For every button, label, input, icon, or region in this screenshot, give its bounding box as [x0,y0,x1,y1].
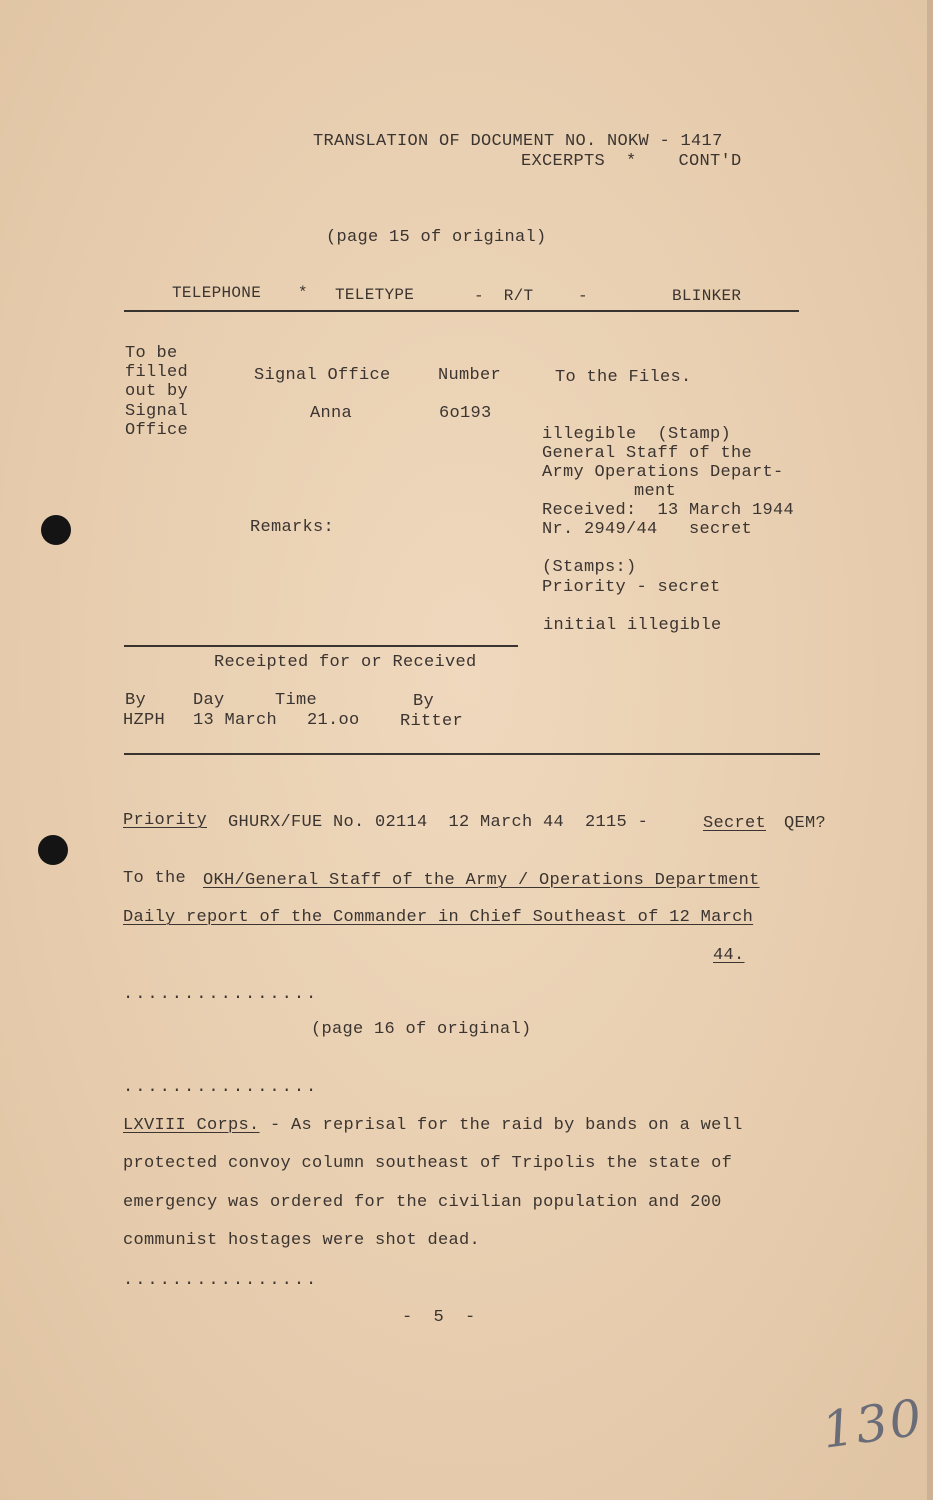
stamp-line-6: Nr. 2949/44 secret [542,520,753,539]
number-value: 6o193 [439,404,492,423]
by2-label: By [413,692,435,711]
channel-rule [124,310,799,312]
priority-label [123,811,207,830]
ellipsis-1: ................ [123,985,319,1004]
page-16-label: (page 16 of original) [311,1020,532,1039]
initial-illegible: initial illegible [543,616,722,635]
priority-text: Priority [123,811,208,830]
secret-label [703,814,766,833]
stamp-line-4: ment [634,482,677,501]
body-line-2: protected convoy column southeast of Tripolis the state of [123,1154,733,1173]
stamps-line-1: (Stamps:) [542,558,637,577]
channel-telephone: TELEPHONE [172,284,262,302]
document-title: TRANSLATION OF DOCUMENT NO. NOKW - 1417 [313,132,723,151]
ellipsis-2: ................ [123,1078,319,1097]
stamp-line-3: Army Operations Depart- [542,463,784,482]
body-line-3: emergency was ordered for the civilian population and 200 [123,1193,722,1212]
to-prefix: To the [123,869,187,888]
fill-out-line-2: filled [125,363,189,382]
time-label: Time [275,691,318,710]
channel-dash: - [578,287,588,305]
handwritten-page-number: 130 [818,1388,927,1460]
receipted-label: Receipted for or Received [214,653,477,672]
day-value: 13 March [193,711,278,730]
day-label: Day [193,691,225,710]
to-the-files: To the Files. [555,368,692,387]
fill-out-line-5: Office [125,421,189,440]
receipt-rule [124,645,518,647]
time-value: 21.oo [307,711,360,730]
channel-teletype: TELETYPE [335,286,415,304]
stamp-line-5: Received: 13 March 1944 [542,501,795,520]
by-label: By [125,691,147,710]
stamp-line-1: illegible (Stamp) [542,425,732,444]
document-subtitle: EXCERPTS * CONT'D [521,152,742,171]
channel-blinker: BLINKER [672,287,742,305]
daily-report-end: 44. [713,946,745,965]
qem-label: QEM? [784,814,827,833]
fill-out-line-3: out by [125,382,189,401]
by2-value: Ritter [400,712,464,731]
channel-star: * [298,284,308,302]
page-15-label: (page 15 of original) [326,228,547,247]
message-reference: GHURX/FUE No. 02114 12 March 44 2115 - [228,813,649,832]
punch-hole-bottom [38,835,68,865]
corps-name: LXVIII Corps. [123,1116,260,1135]
by-value: HZPH [123,711,166,730]
signal-office-label: Signal Office [254,366,391,385]
body-line-1 [123,1116,743,1135]
stamps-line-2: Priority - secret [542,578,721,597]
channel-rt: - R/T [474,287,534,305]
stamp-line-2: General Staff of the [542,444,753,463]
form-bottom-rule [124,753,820,755]
to-addressee: OKH/General Staff of the Army / Operations Department [203,871,760,890]
number-label: Number [438,366,502,385]
body-line-1-text: - As reprisal for the raid by bands on a well [259,1116,743,1135]
fill-out-line-4: Signal [125,402,189,421]
fill-out-line-1: To be [125,344,178,363]
punch-hole-top [41,515,71,545]
remarks-label: Remarks: [250,518,335,537]
body-line-4: communist hostages were shot dead. [123,1231,481,1250]
page-number: - 5 - [402,1308,476,1327]
signal-office-value: Anna [310,404,353,423]
secret-text: Secret [703,814,767,833]
daily-report-line: Daily report of the Commander in Chief Southeast of 12 March [123,908,754,927]
page-edge [927,0,933,1500]
ellipsis-3: ................ [123,1271,319,1290]
